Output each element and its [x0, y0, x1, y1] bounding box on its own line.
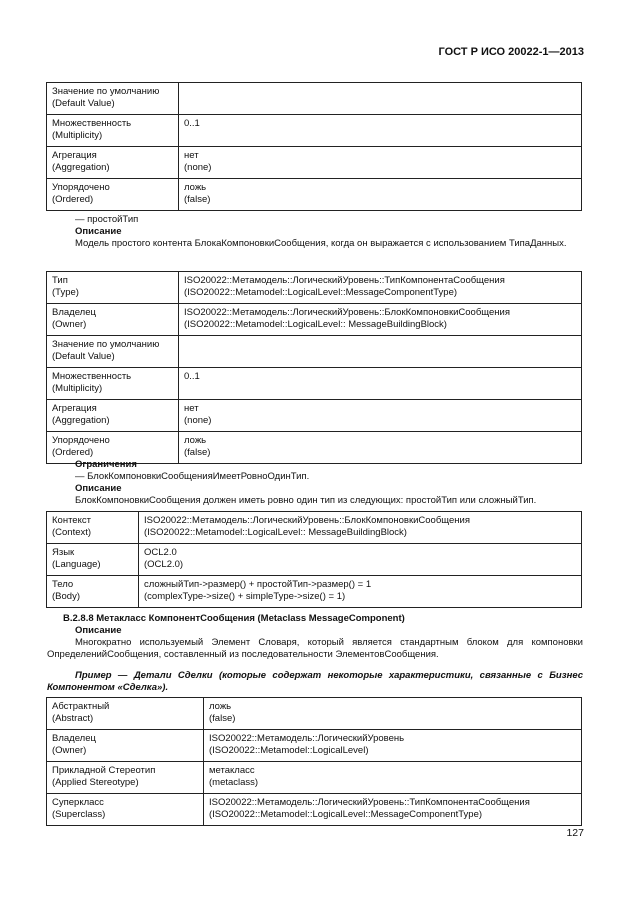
property-value-cell: [179, 400, 582, 432]
property-value-en: (none): [184, 415, 212, 426]
property-name-en: (Type): [52, 287, 79, 298]
table-row: [47, 336, 582, 368]
property-value-cell: [204, 762, 582, 794]
paragraph: Многократно используемый Элемент Словаря, который является стандартным блоком для компоновки ОпределенийСообщения, составленный из последовательности ЭлементовСообщения.: [47, 637, 583, 660]
property-value-cell: [179, 368, 582, 400]
property-name-cell: [47, 730, 204, 762]
property-value-cell: [139, 544, 582, 576]
property-value-en: (ISO20022::Metamodel::LogicalLevel): [209, 745, 369, 756]
table-row: [47, 272, 582, 304]
property-value-cell: [179, 304, 582, 336]
property-value-cell: [179, 179, 582, 211]
table-row: [47, 794, 582, 826]
property-name-en: (Aggregation): [52, 415, 110, 426]
property-name: Прикладной Стереотип: [52, 765, 156, 776]
constraint-table: [46, 511, 582, 608]
property-name-en: (Multiplicity): [52, 130, 103, 141]
property-name: Тело: [52, 579, 74, 590]
property-name-cell: [47, 336, 179, 368]
property-name: Агрегация: [52, 403, 97, 414]
property-name: Упорядочено: [52, 182, 110, 193]
property-value: ISO20022::Метамодель::ЛогическийУровень::БлокКомпоновкиСообщения: [184, 307, 510, 318]
table-row: [47, 400, 582, 432]
property-name-cell: [47, 400, 179, 432]
table-row: [47, 368, 582, 400]
property-name-en: (Applied Stereotype): [52, 777, 139, 788]
property-value-cell: [204, 730, 582, 762]
property-name-cell: [47, 368, 179, 400]
table-row: [47, 147, 582, 179]
property-name: Владелец: [52, 733, 96, 744]
property-name-cell: [47, 115, 179, 147]
property-value-en: (false): [184, 447, 211, 458]
property-value: сложныйТип->размер() + простойТип->размер() = 1: [144, 579, 372, 590]
table-row: [47, 544, 582, 576]
property-name: Значение по умолчанию: [52, 86, 160, 97]
property-value-cell: [179, 83, 582, 115]
section-title: В.2.8.8 Метакласс КомпонентСообщения (Metaclass MessageComponent): [63, 613, 405, 624]
property-value-en: (metaclass): [209, 777, 259, 788]
metaclass-properties-table: [46, 697, 582, 826]
property-name: Множественность: [52, 371, 132, 382]
property-value-cell: [139, 512, 582, 544]
paragraph: Модель простого контента БлокаКомпоновкиСообщения, когда он выражается с использованием ТипаДанных.: [75, 238, 567, 249]
property-value-cell: [204, 794, 582, 826]
properties-table-1: [46, 82, 582, 211]
property-name-en: (Body): [52, 591, 80, 602]
property-name: Язык: [52, 547, 75, 558]
property-value-cell: [179, 272, 582, 304]
property-name: Суперкласс: [52, 797, 104, 808]
property-value: 0..1: [184, 118, 200, 129]
table-row: [47, 762, 582, 794]
property-name: Значение по умолчанию: [52, 339, 160, 350]
property-value-en: (ISO20022::Metamodel::LogicalLevel::MessageComponentType): [184, 287, 458, 298]
property-name-en: (Owner): [52, 319, 87, 330]
property-name: Агрегация: [52, 150, 97, 161]
property-value-cell: [179, 115, 582, 147]
property-name-en: (Ordered): [52, 194, 94, 205]
property-value: нет: [184, 150, 199, 161]
list-item: — БлокКомпоновкиСообщенияИмеетРовноОдинТип.: [75, 471, 310, 482]
property-value: ISO20022::Метамодель::ЛогическийУровень: [209, 733, 405, 744]
list-item: — простойТип: [75, 214, 139, 225]
property-name-en: (Superclass): [52, 809, 106, 820]
table-row: [47, 730, 582, 762]
section-heading: Описание: [75, 625, 122, 636]
section-message-component: [47, 613, 583, 694]
document-header: ГОСТ Р ИСО 20022-1—2013: [438, 46, 584, 58]
property-value-en: (false): [209, 713, 236, 724]
table-row: [47, 512, 582, 544]
section-heading: Описание: [75, 226, 122, 237]
property-value-en: (ISO20022::Metamodel::LogicalLevel:: MessageBuildingBlock): [144, 527, 407, 538]
property-name-en: (Ordered): [52, 447, 94, 458]
property-name-cell: [47, 698, 204, 730]
property-name: Абстрактный: [52, 701, 110, 712]
example-note: Пример — Детали Сделки (которые содержат некоторые характеристики, связанные с Бизнес Компонентом «Сделка»).: [47, 670, 583, 693]
property-value: ISO20022::Метамодель::ЛогическийУровень::ТипКомпонентаСообщения: [184, 275, 505, 286]
property-name: Контекст: [52, 515, 91, 526]
property-value-cell: [179, 336, 582, 368]
property-name-en: (Default Value): [52, 351, 115, 362]
property-value-cell: [139, 576, 582, 608]
property-name-en: (Default Value): [52, 98, 115, 109]
property-name: Упорядочено: [52, 435, 110, 446]
property-value-en: (complexType->size() + simpleType->size() = 1): [144, 591, 346, 602]
property-value: ложь: [184, 182, 207, 193]
section-heading: Описание: [75, 483, 122, 494]
property-name-cell: [47, 272, 179, 304]
property-name-en: (Context): [52, 527, 92, 538]
table-row: [47, 115, 582, 147]
property-name-cell: [47, 576, 139, 608]
property-name: Тип: [52, 275, 68, 286]
table-row: [47, 83, 582, 115]
property-value: нет: [184, 403, 199, 414]
property-value: ложь: [209, 701, 232, 712]
property-value-cell: [179, 147, 582, 179]
property-name-en: (Language): [52, 559, 101, 570]
property-value: ISO20022::Метамодель::ЛогическийУровень::ТипКомпонентаСообщения: [209, 797, 530, 808]
table-row: [47, 304, 582, 336]
property-name-cell: [47, 179, 179, 211]
property-name-cell: [47, 544, 139, 576]
property-name-cell: [47, 762, 204, 794]
properties-table-2: [46, 271, 582, 464]
section-heading: Ограничения: [75, 459, 137, 470]
property-name-cell: [47, 794, 204, 826]
property-name-en: (Multiplicity): [52, 383, 103, 394]
table-row: [47, 576, 582, 608]
property-name-cell: [47, 512, 139, 544]
property-name-cell: [47, 147, 179, 179]
property-value: ISO20022::Метамодель::ЛогическийУровень::БлокКомпоновкиСообщения: [144, 515, 470, 526]
property-name-cell: [47, 304, 179, 336]
property-value: OCL2.0: [144, 547, 177, 558]
property-value-cell: [204, 698, 582, 730]
property-value-en: (none): [184, 162, 212, 173]
property-value: метакласс: [209, 765, 255, 776]
property-name-en: (Owner): [52, 745, 87, 756]
property-name: Владелец: [52, 307, 96, 318]
property-value-en: (OCL2.0): [144, 559, 184, 570]
paragraph: БлокКомпоновкиСообщения должен иметь ровно один тип из следующих: простойТип или сложныйТип.: [75, 495, 537, 506]
property-value-en: (ISO20022::Metamodel::LogicalLevel::MessageComponentType): [209, 809, 483, 820]
property-value: ложь: [184, 435, 207, 446]
property-name-en: (Abstract): [52, 713, 94, 724]
property-name-cell: [47, 83, 179, 115]
section-constraints: [47, 459, 583, 507]
section-simple-type: [47, 214, 583, 250]
property-value-en: (false): [184, 194, 211, 205]
table-row: [47, 698, 582, 730]
property-value-en: (ISO20022::Metamodel::LogicalLevel:: MessageBuildingBlock): [184, 319, 447, 330]
property-name-en: (Aggregation): [52, 162, 110, 173]
property-name: Множественность: [52, 118, 132, 129]
property-value: 0..1: [184, 371, 200, 382]
page-number: 127: [566, 827, 584, 839]
table-row: [47, 179, 582, 211]
